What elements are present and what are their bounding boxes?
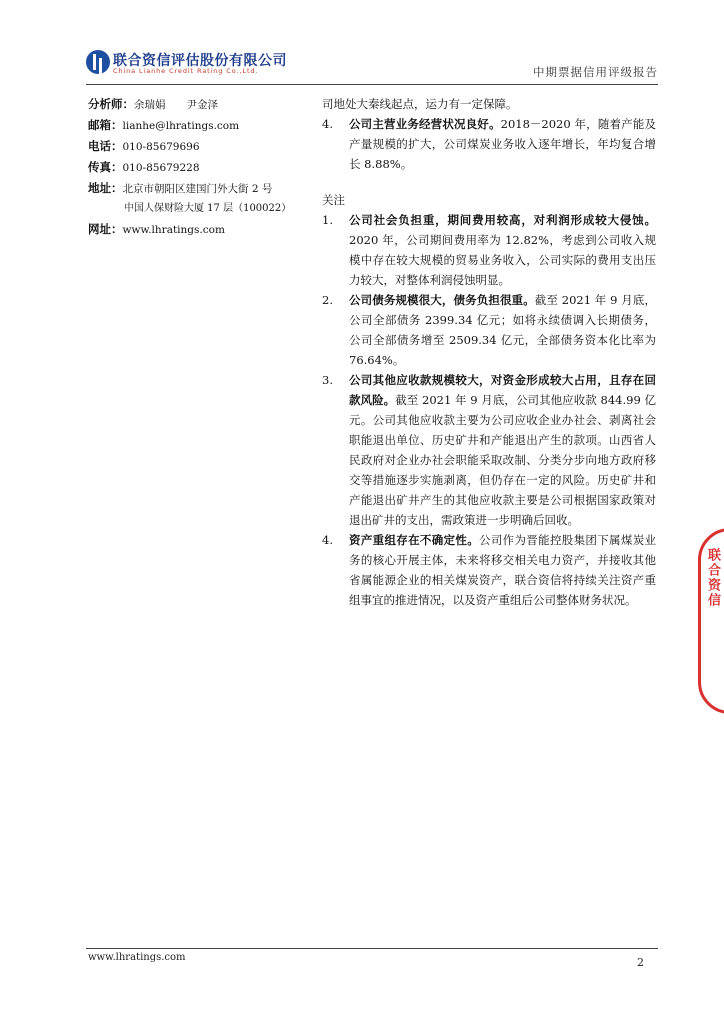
contact-info [88,94,308,240]
item-text: 公司作为晋能控股集团下属煤炭业务的核心开展主体，未来将移交相关电力资产，并接收其他省属能源企业的相关煤炭资产，联合资信将持续关注资产重组事宜的推进情况，以及资产重组后公司整体财务状况。 [349,533,657,607]
address-row [88,178,308,199]
item-text: 截至 2021 年 9 月底，公司其他应收款 844.99 亿元。公司其他应收款主要为公司应收企业办社会、剥离社会职能退出单位、历史矿井和产能退出产生的款项。山西省人民政府对企业办社会职能采取改制、分类分步向地方政府移交等措施逐步实施剥离，但仍存在一定的风险。历史矿井和产能退出矿井产生的其他应收款主要是公司根据国家政策对退出矿井的支出，需政策进一步明确后回收。 [349,393,656,527]
footer-divider [86,948,658,949]
item-heading: 公司债务规模很大，债务负担很重。 [349,293,535,307]
item-heading: 公司其他应收款规模较大，对资金形成较大占用，且存在回款风险。 [349,373,656,407]
company-logo-icon [86,50,110,74]
website-row [88,219,308,240]
website-value[interactable]: www.lhratings.com [122,224,225,236]
item-number: 2. [322,293,333,307]
concern-item-1 [322,210,656,290]
analyst-row [88,94,308,115]
item-heading: 公司社会负担重，期间费用较高，对利润形成较大侵蚀。 [349,213,656,227]
email-value[interactable]: lianhe@lhratings.com [122,120,240,132]
seal-text: 联合资信 [705,548,720,608]
section-title-concerns: 关注 [322,193,345,207]
page-header [86,48,658,82]
header-divider [86,84,658,85]
website-label: 网址： [88,222,123,236]
address-label: 地址： [88,181,123,195]
item-text: 2018－2020 年，随着产能及产量规模的扩大，公司煤炭业务收入逐年增长，年均复合增长 8.88%。 [349,117,656,171]
phone-value: 010-85679696 [122,141,200,153]
concern-item-4 [322,530,656,610]
item-heading: 公司主营业务经营状况良好。 [349,117,501,131]
fax-value: 010-85679228 [122,162,200,174]
page-number: 2 [637,956,644,969]
analyst-label: 分析师： [88,97,134,111]
item-number: 3. [322,373,333,387]
company-name-en: China Lianhe Credit Rating Co.,Ltd. [113,67,259,75]
fax-label: 传真： [88,160,123,174]
item-number: 4. [322,117,333,131]
company-name-cn: 联合资信评估股份有限公司 [113,53,287,69]
fax-row [88,157,308,178]
analyst-value: 余瑞娟 尹金泽 [134,99,218,111]
footer-url[interactable]: www.lhratings.com [88,952,186,963]
item-text: 截至 2021 年 9 月底，公司全部债务 2399.34 亿元；如将永续债调入长期债务，公司全部债务增至 2509.34 亿元，全部债务资本化比率为 76.64%。 [349,293,656,367]
address-line1: 北京市朝阳区建国门外大街 2 号 [122,183,273,195]
continuation-text: 司地处大秦线起点，运力有一定保障。 [322,97,518,111]
address-line2: 中国人保财险大厦 17 层（100022） [124,203,292,214]
report-type: 中期票据信用评级报告 [533,65,658,79]
strength-item-4 [322,114,656,174]
email-label: 邮箱： [88,118,123,132]
concern-item-2 [322,290,656,370]
concern-item-3 [322,370,656,530]
item-text: 2020 年，公司期间费用率为 12.82%，考虑到公司收入规模中存在较大规模的贸易业务收入，公司实际的费用支出压力较大，对整体利润侵蚀明显。 [349,233,656,287]
email-row [88,115,308,136]
phone-label: 电话： [88,139,123,153]
item-heading: 资产重组存在不确定性。 [349,533,480,547]
report-body [322,94,656,610]
item-number: 4. [322,533,333,547]
phone-row [88,136,308,157]
item-number: 1. [322,213,333,227]
